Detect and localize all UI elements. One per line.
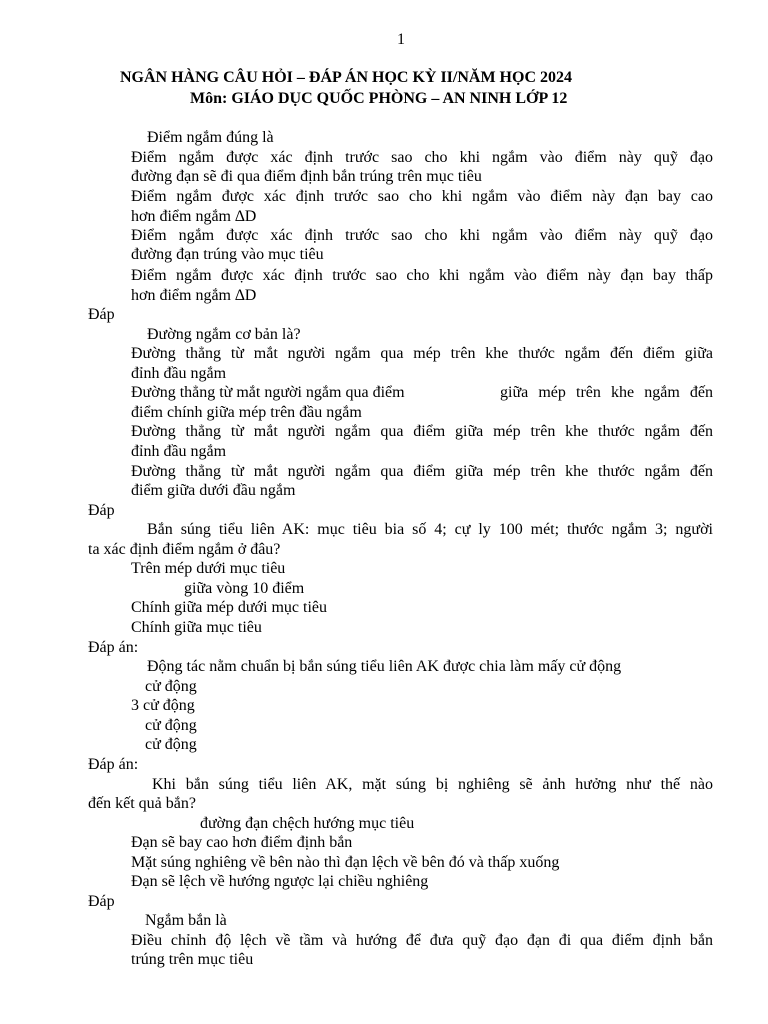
q4-option-a: cử động [145,678,197,695]
question-3-line1: Bắn súng tiểu liên AK: mục tiêu bia số 4; cự ly 100 mét; thước ngắm 3; người [147,521,713,538]
q4-option-d: cử động [145,736,197,753]
q5-answer-label: Đáp [88,893,115,910]
q2-option-b-line2: điểm chính giữa mép trên đầu ngắm [131,404,362,421]
q1-option-b-line1: Điểm ngắm được xác định trước sao cho khi ngắm vào điểm này đạn bay cao [131,188,713,205]
q1-option-c-line2: đường đạn trúng vào mục tiêu [131,246,324,263]
q1-option-d-line1: Điểm ngắm được xác định trước sao cho khi ngắm vào điểm này đạn bay thấp [131,267,713,284]
question-4: Động tác nằm chuẩn bị bắn súng tiểu liên AK được chia làm mấy cử động [147,658,622,675]
q2-option-d-line1: Đường thẳng từ mắt người ngắm qua điểm giữa mép trên khe thước ngắm đến [131,463,713,480]
question-5-line2: đến kết quả bắn? [88,795,196,812]
question-2: Đường ngắm cơ bản là? [147,326,301,343]
q1-option-a-line2: đường đạn sẽ đi qua điểm định bắn trúng trên mục tiêu [131,168,482,185]
question-6: Ngắm bắn là [145,912,227,929]
document-subtitle: Môn: GIÁO DỤC QUỐC PHÒNG – AN NINH LỚP 12 [190,90,568,107]
page-number: 1 [397,31,405,48]
q1-answer-label: Đáp [88,306,115,323]
q2-option-b-line1a: Đường thẳng từ mắt người ngắm qua điểm [131,384,405,401]
document-title: NGÂN HÀNG CÂU HỎI – ĐÁP ÁN HỌC KỲ II/NĂM HỌC 2024 [120,69,572,86]
q3-option-c: Chính giữa mép dưới mục tiêu [131,599,327,616]
q1-option-c-line1: Điểm ngắm được xác định trước sao cho khi ngắm vào điểm này quỹ đạo [131,227,713,244]
q2-option-c-line1: Đường thẳng từ mắt người ngắm qua điểm giữa mép trên khe thước ngắm đến [131,423,713,440]
q2-option-a-line2: đỉnh đầu ngắm [131,365,227,382]
q5-option-d: Đạn sẽ lệch về hướng ngược lại chiều nghiêng [131,873,429,890]
q5-option-a: đường đạn chệch hướng mục tiêu [200,815,415,832]
q4-option-b: 3 cử động [131,697,195,714]
q6-option-a-line1: Điều chỉnh độ lệch về tầm và hướng để đưa quỹ đạo đạn đi qua điểm định bắn [131,932,713,949]
question-5-line1: Khi bắn súng tiểu liên AK, mặt súng bị nghiêng sẽ ảnh hưởng như thế nào [152,776,713,793]
q5-option-b: Đạn sẽ bay cao hơn điểm định bắn [131,834,353,851]
q3-option-a: Trên mép dưới mục tiêu [131,560,286,577]
q3-answer-label: Đáp án: [88,639,139,656]
q5-option-c: Mặt súng nghiêng về bên nào thì đạn lệch về bên đó và thấp xuống [131,854,560,871]
q1-option-b-line2: hơn điểm ngắm ∆D [131,208,257,225]
question-1: Điểm ngắm đúng là [147,129,274,146]
q2-option-a-line1: Đường thẳng từ mắt người ngắm qua mép trên khe thước ngắm đến điểm giữa [131,345,713,362]
q1-option-a-line1: Điểm ngắm được xác định trước sao cho khi ngắm vào điểm này quỹ đạo [131,149,713,166]
q3-option-b: giữa vòng 10 điểm [184,580,305,597]
q2-answer-label: Đáp [88,502,115,519]
q2-option-b-line1b: giữa mép trên khe ngắm đến [500,384,713,401]
q4-answer-label: Đáp án: [88,756,139,773]
q2-option-c-line2: đỉnh đầu ngắm [131,443,227,460]
q4-option-c: cử động [145,717,197,734]
q2-option-d-line2: điểm giữa dưới đầu ngắm [131,482,296,499]
question-3-line2: ta xác định điểm ngắm ở đâu? [88,541,281,558]
q3-option-d: Chính giữa mục tiêu [131,619,262,636]
q1-option-d-line2: hơn điểm ngắm ∆D [131,287,257,304]
q6-option-a-line2: trúng trên mục tiêu [131,951,254,968]
